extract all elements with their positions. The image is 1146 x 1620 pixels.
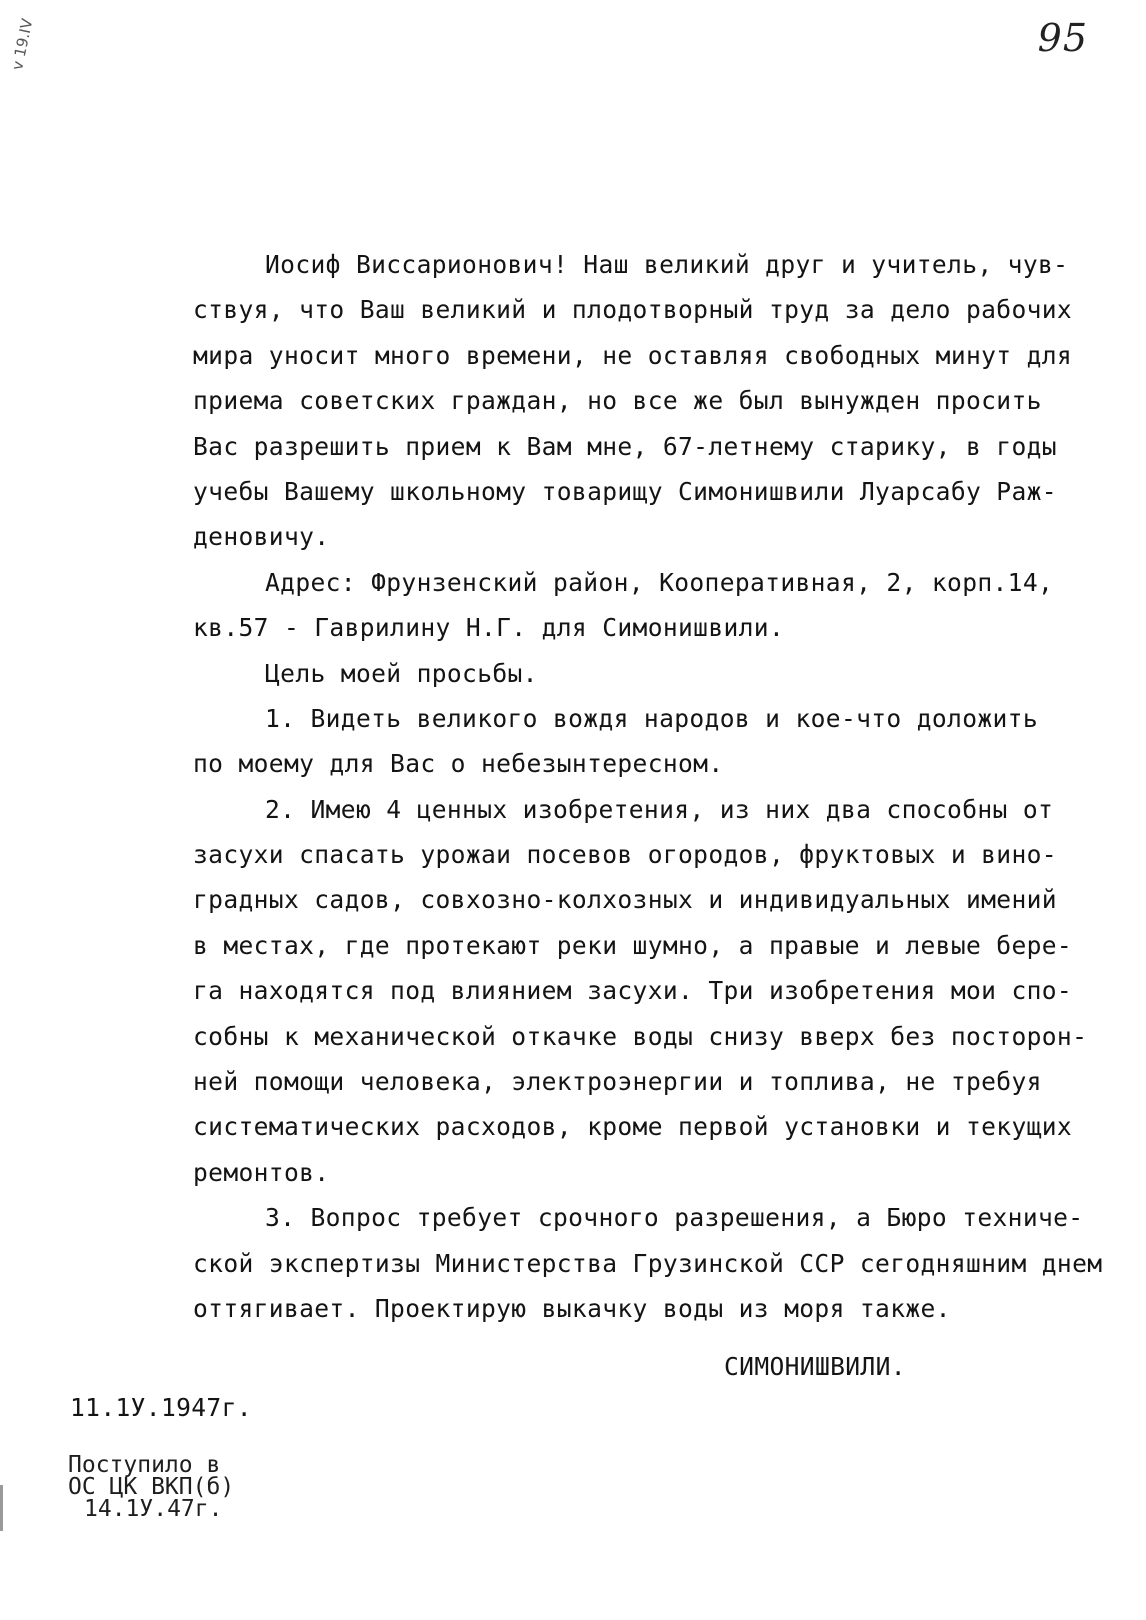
letter-line-item-3: ской экспертизы Министерства Грузинской ССР сегодняшним днем (193, 1248, 1103, 1278)
letter-line-item-2: в местах, где протекают реки шумно, а правые и левые бере- (193, 930, 1073, 960)
letter-line: Вас разрешить прием к Вам мне, 67-летнему старику, в годы (193, 431, 1057, 461)
letter-line-item-3: 3. Вопрос требует срочного разрешения, а Бюро техниче- (265, 1203, 1084, 1233)
letter-line: деновичу. (193, 522, 330, 552)
letter-line-item-2: систематических расходов, кроме первой установки и текущих (193, 1112, 1073, 1142)
letter-line-item-1: 1. Видеть великого вождя народов и кое-что доложить (265, 703, 1038, 733)
letter-line-address: Адрес: Фрунзенский район, Кооперативная, 2, корп.14, (265, 567, 1054, 597)
letter-body (193, 242, 1103, 1331)
letter-line-item-3: оттягивает. Проектирую выкачку воды из моря также. (193, 1293, 951, 1323)
received-stamp-line: ОС ЦК ВКП(б) (68, 1474, 235, 1500)
signature: СИМОНИШВИЛИ. (724, 1352, 906, 1381)
letter-line: Иосиф Виссарионович! Наш великий друг и учитель, чув- (265, 250, 1069, 279)
received-stamp (68, 1454, 234, 1520)
letter-line-item-2: засухи спасать урожаи посевов огородов, фруктовых и вино- (193, 840, 1057, 870)
letter-line: приема советских граждан, но все же был вынужден просить (193, 386, 1042, 416)
letter-line: учебы Вашему школьному товарищу Симонишвили Луарсабу Раж- (193, 476, 1057, 506)
page-folio-number: 95 (1037, 16, 1088, 60)
letter-line: ствуя, что Ваш великий и плодотворный труд за дело рабочих (193, 295, 1073, 325)
scan-edge-mark (0, 1485, 3, 1531)
letter-line-item-2: ней помощи человека, электроэнергии и топлива, не требуя (193, 1067, 1042, 1097)
received-stamp-date: 14.1У.47г. (84, 1496, 223, 1522)
letter-line-item-2: собны к механической откачке воды снизу вверх без посторон- (193, 1021, 1088, 1051)
letter-line-address: кв.57 - Гаврилину Н.Г. для Симонишвили. (193, 613, 785, 643)
letter-date: 11.1У.1947г. (70, 1393, 252, 1422)
letter-line: мира уносит много времени, не оставляя свободных минут для (193, 340, 1073, 370)
letter-line-item-2: ремонтов. (193, 1157, 330, 1187)
letter-line-item-2: га находятся под влиянием засухи. Три изобретения мои спо- (193, 976, 1073, 1006)
letter-line-item-1: по моему для Вас о небезынтересном. (193, 749, 724, 779)
margin-corner-note: v 19.IV (8, 16, 37, 72)
letter-line-purpose: Цель моей просьбы. (265, 658, 538, 688)
received-stamp-line: Поступило в (68, 1452, 221, 1478)
letter-line-item-2: 2. Имею 4 ценных изобретения, из них два способны от (265, 794, 1054, 824)
letter-line-item-2: градных садов, совхозно-колхозных и индивидуальных имений (193, 885, 1057, 915)
